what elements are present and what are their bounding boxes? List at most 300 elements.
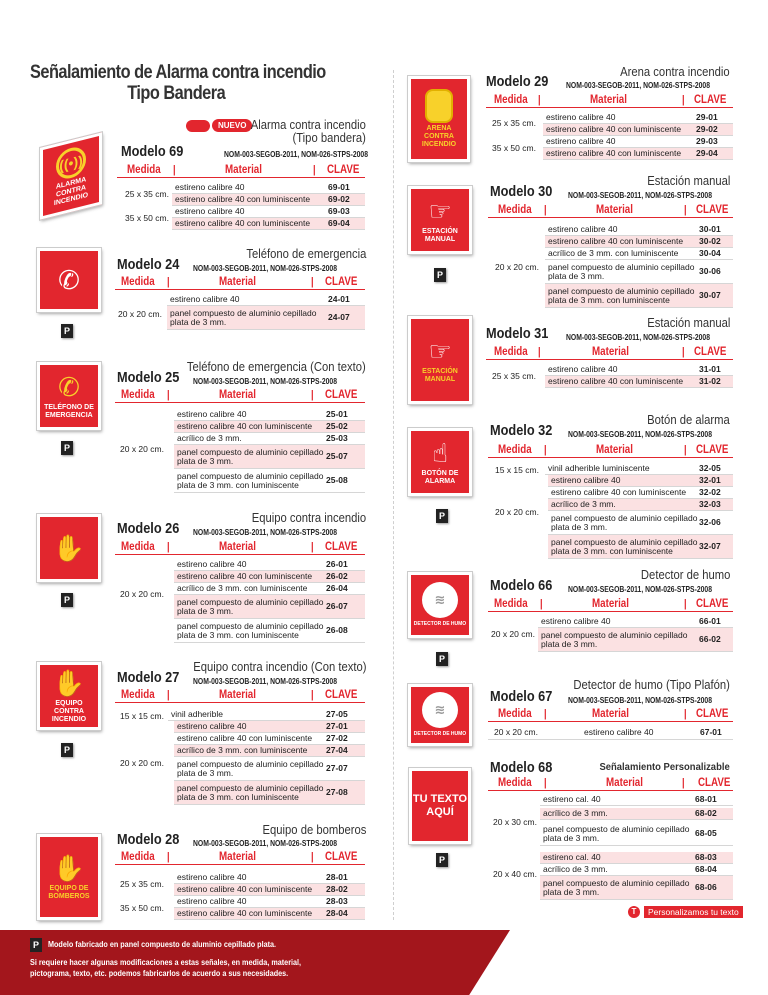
col-separator: |	[311, 851, 314, 863]
clave-cell: 66-02	[699, 634, 721, 644]
model-24-label: Modelo 24	[117, 256, 180, 273]
material-cell	[551, 538, 697, 556]
clave-cell: 24-01	[328, 294, 350, 304]
clave-cell: 30-02	[699, 236, 721, 246]
size-cell: 20 x 20 cm.	[118, 309, 162, 319]
size-cell: 25 x 35 cm.	[125, 189, 169, 199]
col-clave: CLAVE	[325, 541, 358, 553]
table-row	[538, 616, 733, 628]
footer-note-custom: Si requiere hacer algunas modificaciones a estas señales, en medida, material, pictograma, texto, etc. podemos fabricarlos de acuerdo a sus necesidades.	[30, 957, 302, 978]
sign-caption: BOTÓN DE ALARMA	[421, 470, 459, 485]
material-line: panel compuesto de aluminio cepillado	[543, 824, 690, 834]
col-separator: |	[167, 689, 170, 701]
col-material: Material	[596, 204, 633, 216]
col-material: Material	[592, 346, 629, 358]
size-cell: 20 x 20 cm.	[120, 444, 164, 454]
col-clave: CLAVE	[696, 444, 729, 456]
size-cell: 35 x 50 cm.	[120, 903, 164, 913]
table-row	[174, 884, 365, 896]
panel-p-icon: P	[434, 268, 446, 282]
clave-cell: 68-01	[695, 794, 717, 804]
material-line: plata de 3 mm.	[177, 768, 234, 778]
col-clave: CLAVE	[698, 777, 731, 789]
model-26-table-header	[115, 540, 365, 555]
material-cell: estireno calibre 40	[546, 136, 616, 146]
clave-cell: 28-01	[326, 872, 348, 882]
sign-equipo-de-bomberos	[37, 834, 101, 920]
alarm-bell-icon: ((•))	[56, 144, 86, 181]
model-26-norm: NOM-003-SEGOB-2011, NOM-026-STPS-2008	[193, 527, 337, 537]
col-medida: Medida	[121, 276, 155, 288]
col-separator: |	[173, 164, 176, 176]
col-separator: |	[684, 598, 687, 610]
material-cell: acrílico de 3 mm. con luminiscente	[177, 583, 308, 593]
clave-cell: 26-02	[326, 571, 348, 581]
sign-equipo-contra-incendio-texto	[37, 662, 101, 730]
material-cell: acrílico de 3 mm.	[551, 499, 616, 509]
table-row	[174, 733, 365, 745]
material-cell	[177, 472, 323, 490]
model-29-table-header	[486, 93, 733, 108]
smoke-detector-icon: ≋	[422, 692, 458, 728]
table-row	[174, 433, 365, 445]
material-line: panel compuesto de aluminio cepillado	[543, 878, 690, 888]
model-32-label: Modelo 32	[490, 422, 553, 439]
badge-nuevo	[186, 119, 252, 132]
size-cell: 25 x 35 cm.	[492, 371, 536, 381]
col-separator: |	[167, 541, 170, 553]
material-line: plata de 3 mm.	[548, 271, 605, 281]
material-line: plata de 3 mm. con luminiscente	[177, 630, 299, 640]
clave-cell: 30-01	[699, 224, 721, 234]
clave-cell: 26-04	[326, 583, 348, 593]
table-row	[548, 535, 733, 559]
col-medida: Medida	[494, 346, 528, 358]
table-row	[174, 721, 365, 733]
col-medida: Medida	[498, 204, 532, 216]
material-cell: estireno calibre 40 con luminiscente	[175, 194, 311, 204]
material-line: plata de 3 mm.	[551, 522, 608, 532]
material-line: plata de 3 mm.	[541, 639, 598, 649]
sign-telefono-emergencia	[37, 248, 101, 312]
table-row	[172, 194, 365, 206]
clave-cell: 69-03	[328, 206, 350, 216]
size-cell: 15 x 15 cm.	[120, 711, 164, 721]
col-separator: |	[682, 777, 685, 789]
clave-cell: 69-01	[328, 182, 350, 192]
table-row	[540, 876, 733, 900]
material-cell	[177, 598, 323, 616]
clave-cell: 32-07	[699, 541, 721, 551]
table-row	[545, 224, 733, 236]
material-line: panel compuesto de aluminio cepillado	[177, 621, 324, 631]
col-separator: |	[682, 94, 685, 106]
model-69-norm: NOM-003-SEGOB-2011, NOM-026-STPS-2008	[224, 149, 368, 159]
sign-alarma-contra-incendio-bandera	[40, 132, 102, 219]
material-cell	[543, 879, 689, 897]
col-clave: CLAVE	[694, 346, 727, 358]
sand-bucket-icon	[425, 89, 453, 123]
glove-axe-icon: ✋	[52, 853, 86, 883]
material-cell	[543, 825, 689, 843]
model-68-label: Modelo 68	[490, 759, 553, 776]
model-29-title: Arena contra incendio	[620, 65, 730, 79]
model-28-title: Equipo de bomberos	[262, 823, 366, 837]
material-line: plata de 3 mm.	[177, 456, 234, 466]
clave-cell: 32-01	[699, 475, 721, 485]
table-row	[168, 709, 365, 721]
sign-estacion-manual-2	[408, 316, 472, 404]
col-medida: Medida	[498, 708, 532, 720]
material-cell: acrílico de 3 mm.	[543, 864, 608, 874]
table-row	[543, 136, 733, 148]
clave-cell: 68-03	[695, 852, 717, 862]
sign-detector-de-humo-plafon	[408, 684, 472, 746]
material-cell: estireno calibre 40	[177, 559, 247, 569]
model-31-label: Modelo 31	[486, 325, 549, 342]
model-32-norm: NOM-003-SEGOB-2011, NOM-026-STPS-2008	[568, 429, 712, 439]
material-cell: estireno calibre 40	[175, 182, 245, 192]
clave-cell: 27-07	[326, 763, 348, 773]
material-line: panel compuesto de aluminio cepillado	[170, 308, 317, 318]
model-30-norm: NOM-003-SEGOB-2011, NOM-026-STPS-2008	[568, 190, 712, 200]
clave-cell: 24-07	[328, 312, 350, 322]
material-line: plata de 3 mm. con luminiscente	[177, 480, 299, 490]
material-cell: estireno calibre 40 con luminiscente	[546, 124, 682, 134]
size-cell: 25 x 35 cm.	[492, 118, 536, 128]
table-row	[545, 260, 733, 284]
model-28-table-header	[115, 850, 365, 865]
footer	[0, 930, 768, 995]
table-row	[174, 896, 365, 908]
model-27-label: Modelo 27	[117, 669, 180, 686]
material-line: plata de 3 mm.	[543, 833, 600, 843]
col-material: Material	[219, 689, 256, 701]
size-cell: 15 x 15 cm.	[495, 465, 539, 475]
col-separator: |	[311, 541, 314, 553]
material-cell: estireno calibre 40 con luminiscente	[548, 376, 684, 386]
table-row	[545, 376, 733, 388]
clave-cell: 69-04	[328, 218, 350, 228]
personalizamos-label: Personalizamos tu texto	[644, 906, 743, 918]
table-row	[174, 445, 365, 469]
col-medida: Medida	[494, 598, 528, 610]
material-cell	[548, 263, 694, 281]
table-row	[540, 808, 733, 820]
clave-cell: 32-03	[699, 499, 721, 509]
sign-boton-de-alarma	[408, 428, 472, 496]
col-separator: |	[544, 204, 547, 216]
clave-cell: 25-02	[326, 421, 348, 431]
hand-press-icon: ☞	[428, 196, 452, 226]
material-cell	[177, 622, 323, 640]
table-row	[174, 421, 365, 433]
hand-press-icon: ☞	[428, 336, 452, 366]
panel-p-icon: P	[30, 938, 42, 952]
material-cell	[551, 514, 697, 532]
model-27-title: Equipo contra incendio (Con texto)	[192, 660, 366, 674]
clave-cell: 27-01	[326, 721, 348, 731]
material-line: panel compuesto de aluminio cepillado	[177, 597, 324, 607]
material-cell: estireno calibre 40	[177, 409, 247, 419]
material-line: panel compuesto de aluminio cepillado	[177, 471, 324, 481]
table-row	[174, 559, 365, 571]
sign-caption: EQUIPO CONTRA INCENDIO	[51, 700, 87, 723]
material-cell: estireno calibre 40	[177, 872, 247, 882]
model-66-table-header	[488, 597, 733, 612]
material-line: panel compuesto de aluminio cepillado	[548, 262, 695, 272]
model-68-title: Señalamiento Personalizable	[599, 761, 730, 773]
material-line: panel compuesto de aluminio cepillado	[548, 286, 695, 296]
size-cell: 20 x 20 cm.	[491, 629, 535, 639]
table-row	[545, 364, 733, 376]
col-separator: |	[684, 708, 687, 720]
col-clave: CLAVE	[325, 389, 358, 401]
material-line: plata de 3 mm. con luminiscente	[551, 546, 673, 556]
clave-cell: 69-02	[328, 194, 350, 204]
material-cell: acrílico de 3 mm.	[177, 433, 242, 443]
model-67-table-header	[488, 707, 733, 722]
col-material: Material	[219, 276, 256, 288]
clave-cell: 27-02	[326, 733, 348, 743]
clave-cell: 32-05	[699, 463, 721, 473]
material-cell: estireno calibre 40	[541, 616, 611, 626]
col-clave: CLAVE	[696, 708, 729, 720]
col-separator: |	[538, 346, 541, 358]
col-medida: Medida	[121, 541, 155, 553]
model-25-table-header	[115, 388, 365, 403]
sign-estacion-manual	[408, 186, 472, 254]
col-clave: CLAVE	[327, 164, 360, 176]
sign-telefono-emergencia-texto	[37, 362, 101, 430]
material-line: panel compuesto de aluminio cepillado	[551, 537, 698, 547]
material-cell: estireno calibre 40	[546, 112, 616, 122]
model-69-title-line-2: (Tipo bandera)	[292, 131, 366, 145]
sign-caption: ARENA CONTRA INCENDIO	[421, 125, 457, 148]
col-material: Material	[606, 777, 643, 789]
panel-p-icon: P	[436, 652, 448, 666]
material-cell: acrílico de 3 mm.	[543, 808, 608, 818]
model-66-title: Detector de humo	[640, 568, 730, 582]
panel-p-icon: P	[61, 593, 73, 607]
material-cell: estireno calibre 40 con luminiscente	[177, 733, 313, 743]
table-row	[540, 864, 733, 876]
material-cell: estireno calibre 40	[175, 206, 245, 216]
col-material: Material	[225, 164, 262, 176]
material-cell: estireno calibre 40 con luminiscente	[548, 236, 684, 246]
phone-icon: ✆	[58, 265, 80, 295]
material-cell: estireno calibre 40 con luminiscente	[177, 884, 313, 894]
col-medida: Medida	[498, 777, 532, 789]
model-28-label: Modelo 28	[117, 831, 180, 848]
table-row	[548, 475, 733, 487]
model-32-title: Botón de alarma	[647, 413, 730, 427]
col-material: Material	[596, 444, 633, 456]
table-row	[548, 511, 733, 535]
table-row	[172, 206, 365, 218]
size-cell: 20 x 40 cm.	[493, 869, 537, 879]
table-row	[548, 487, 733, 499]
size-cell: 20 x 20 cm.	[495, 507, 539, 517]
col-clave: CLAVE	[694, 94, 727, 106]
table-row	[174, 583, 365, 595]
sign-tu-texto-aqui	[409, 768, 471, 844]
col-medida: Medida	[494, 94, 528, 106]
sign-caption: EQUIPO DE BOMBEROS	[48, 885, 90, 900]
material-line: plata de 3 mm.	[170, 317, 227, 327]
material-line: panel compuesto de aluminio cepillado	[177, 447, 324, 457]
panel-p-icon: P	[61, 441, 73, 455]
col-separator: |	[682, 346, 685, 358]
model-31-table-header	[486, 345, 733, 360]
size-cell: 20 x 20 cm.	[120, 589, 164, 599]
table-row	[174, 908, 365, 920]
clave-cell: 26-07	[326, 601, 348, 611]
table-row	[545, 284, 733, 308]
material-cell: estireno calibre 40 con luminiscente	[177, 421, 313, 431]
table-row	[540, 822, 733, 846]
table-row	[545, 248, 733, 260]
clave-cell: 29-02	[696, 124, 718, 134]
model-26-label: Modelo 26	[117, 520, 180, 537]
col-separator: |	[167, 276, 170, 288]
model-69-label: Modelo 69	[121, 143, 184, 160]
clave-cell: 68-04	[695, 864, 717, 874]
clave-cell: 67-01	[700, 727, 722, 737]
col-separator: |	[684, 444, 687, 456]
model-24-title: Teléfono de emergencia	[245, 247, 366, 261]
model-67-title: Detector de humo (Tipo Plafón)	[573, 678, 730, 692]
clave-cell: 68-05	[695, 828, 717, 838]
model-69-table-header	[117, 163, 365, 178]
clave-cell: 31-02	[699, 376, 721, 386]
col-clave: CLAVE	[696, 204, 729, 216]
material-cell: estireno calibre 40	[548, 224, 618, 234]
clave-cell: 29-04	[696, 148, 718, 158]
clave-cell: 28-03	[326, 896, 348, 906]
glove-axe-icon: ✋	[52, 668, 86, 698]
panel-p-icon: P	[61, 324, 73, 338]
clave-cell: 68-02	[695, 808, 717, 818]
material-cell: estireno calibre 40	[177, 721, 247, 731]
clave-cell: 28-04	[326, 908, 348, 918]
model-27-norm: NOM-003-SEGOB-2011, NOM-026-STPS-2008	[193, 676, 337, 686]
col-separator: |	[540, 598, 543, 610]
material-cell: acrílico de 3 mm. con luminiscente	[548, 248, 679, 258]
model-30-table-header	[488, 203, 733, 218]
table-row	[172, 182, 365, 194]
table-row	[540, 852, 733, 864]
clave-cell: 25-07	[326, 451, 348, 461]
size-cell: 25 x 35 cm.	[120, 879, 164, 889]
model-27-table-header	[115, 688, 365, 703]
col-material: Material	[592, 598, 629, 610]
col-separator: |	[311, 276, 314, 288]
material-line: plata de 3 mm.	[177, 606, 234, 616]
material-cell	[177, 784, 323, 802]
material-cell: estireno calibre 40 con luminiscente	[551, 487, 687, 497]
clave-cell: 25-01	[326, 409, 348, 419]
col-separator: |	[538, 94, 541, 106]
model-29-norm: NOM-003-SEGOB-2011, NOM-026-STPS-2008	[566, 80, 710, 90]
table-row	[543, 148, 733, 160]
smoke-detector-icon: ≋	[422, 582, 458, 618]
table-row	[545, 236, 733, 248]
clave-cell: 25-03	[326, 433, 348, 443]
model-25-norm: NOM-003-SEGOB-2011, NOM-026-STPS-2008	[193, 376, 337, 386]
size-cell: 20 x 20 cm.	[120, 758, 164, 768]
model-66-norm: NOM-003-SEGOB-2011, NOM-026-STPS-2008	[568, 584, 712, 594]
model-24-norm: NOM-003-SEGOB-2011, NOM-026-STPS-2008	[193, 263, 337, 273]
size-cell: 20 x 20 cm.	[495, 262, 539, 272]
sign-caption: TU TEXTO AQUÍ	[412, 793, 468, 818]
clave-cell: 32-06	[699, 517, 721, 527]
size-cell: 35 x 50 cm.	[125, 213, 169, 223]
footer-note-panel: Modelo fabricado en panel compuesto de aluminio cepillado plata.	[48, 939, 277, 949]
model-69-title	[251, 119, 366, 145]
model-31-norm: NOM-003-SEGOB-2011, NOM-026-STPS-2008	[566, 332, 710, 342]
material-cell: estireno cal. 40	[543, 794, 601, 804]
col-medida: Medida	[498, 444, 532, 456]
model-31-title: Estación manual	[646, 316, 730, 330]
col-separator: |	[311, 389, 314, 401]
sign-caption: ESTACIÓN MANUAL	[422, 368, 458, 383]
clave-cell: 27-05	[326, 709, 348, 719]
material-cell: estireno cal. 40	[543, 852, 601, 862]
material-line: plata de 3 mm.	[543, 887, 600, 897]
col-clave: CLAVE	[325, 689, 358, 701]
col-clave: CLAVE	[325, 276, 358, 288]
col-material: Material	[219, 541, 256, 553]
material-line: plata de 3 mm. con luminiscente	[177, 792, 299, 802]
sign-caption: TELÉFONO DE EMERGENCIA	[44, 404, 94, 419]
glove-axe-icon: ✋	[52, 533, 86, 563]
model-30-title: Estación manual	[646, 174, 730, 188]
material-cell: vinil adherible luminiscente	[548, 463, 650, 473]
cart-icon	[186, 120, 210, 132]
material-line: panel compuesto de aluminio cepillado	[541, 630, 688, 640]
table-row	[172, 218, 365, 230]
col-separator: |	[167, 851, 170, 863]
col-clave: CLAVE	[325, 851, 358, 863]
col-separator: |	[544, 708, 547, 720]
material-cell	[177, 448, 323, 466]
material-cell: estireno calibre 40	[584, 727, 654, 737]
sign-caption: ESTACIÓN MANUAL	[422, 228, 458, 243]
table-row	[488, 726, 733, 740]
clave-cell: 29-01	[696, 112, 718, 122]
personalizamos-tag	[628, 906, 743, 918]
material-cell: estireno calibre 40	[170, 294, 240, 304]
clave-cell: 27-04	[326, 745, 348, 755]
sign-equipo-contra-incendio	[37, 514, 101, 582]
clave-cell: 30-04	[699, 248, 721, 258]
model-68-table-header	[488, 776, 733, 791]
model-25-title: Teléfono de emergencia (Con texto)	[187, 360, 366, 374]
table-row	[174, 757, 365, 781]
material-cell: vinil adherible	[171, 709, 223, 719]
col-material: Material	[592, 708, 629, 720]
col-separator: |	[684, 204, 687, 216]
material-line: panel compuesto de aluminio cepillado	[177, 759, 324, 769]
material-cell	[548, 287, 694, 305]
table-row	[543, 112, 733, 124]
clave-cell: 66-01	[699, 616, 721, 626]
sign-arena-contra-incendio	[408, 76, 470, 162]
text-t-icon: T	[628, 906, 640, 918]
sign-caption: DETECTOR DE HUMO	[413, 621, 467, 627]
material-cell: estireno calibre 40 con luminiscente	[177, 908, 313, 918]
